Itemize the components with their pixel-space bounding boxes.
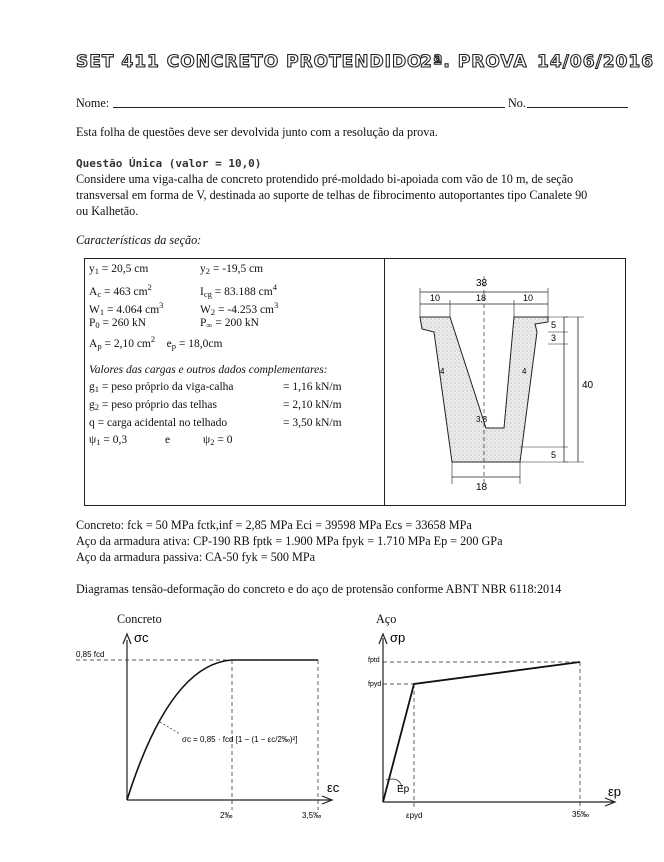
steel-curve [383,662,580,802]
dim-inner: 3,3 [476,415,488,424]
load-g2-desc: = peso próprio das telhas [101,399,217,411]
number-field[interactable] [527,107,628,108]
loads-title: Valores das cargas e outros dados complementares: [89,364,328,376]
prop-ap-value: 2,10 cm [113,338,151,350]
steel-y-tick-1: fptd [368,657,380,664]
diagrams-title: Diagramas tensão-deformação do concreto e do aço de protensão conforme ABNT NBR 6118:2014 [76,582,562,596]
prop-y1: $y_1 = 20,5$ cm [89,263,149,276]
material-active-steel: Aço da armadura ativa: CP-190 RB fptk = 1.900 MPa fpyk = 1.710 MPa Ep = 200 GPa [76,534,503,548]
question-line: Considere uma viga-calha de concreto protendido pré-moldado bi-apoiada com vão de 10 m, de seção [76,172,574,186]
prop-y2: $y_2 = -19,5$ cm [200,263,264,276]
load-psi2-value: = 0 [217,434,233,446]
steel-y-tick-2: fpyd [368,681,382,688]
steel-x-tick-2: 35‰ [572,810,589,819]
load-g1-desc: = peso próprio da viga-calha [101,381,234,393]
prop-p0-value: 260 kN [111,317,147,329]
steel-diagram-title: Aço [376,612,397,626]
load-q: q = carga acidental no telhado [89,417,228,429]
prop-p0: $P_0 = 260$ kN [89,317,147,330]
concrete-diagram-title: Concreto [117,612,162,626]
prop-w2: $W_2 = -4.253$ $cm^3$ [200,300,279,317]
box-divider [384,259,385,505]
material-concrete: Concreto: fck = 50 MPa fctk,inf = 2,85 MPa Eci = 39598 MPa Ecs = 33658 MPa [76,518,472,532]
course-title: SET 411 CONCRETO PROTENDIDO [76,52,423,72]
load-g1-value: = 1,16 kN/m [283,381,342,393]
dim-right-5a: 5 [551,320,557,330]
dim-bottom-width: 18 [476,482,488,493]
concrete-stress-strain-diagram [70,620,360,830]
prop-ac-value: 463 cm [113,286,148,298]
steel-x-axis-label: εp [608,784,622,799]
steel-slope-label: Ep [397,784,410,795]
dim-web-right: 4 [522,367,527,376]
prop-ep-value: 18,0cm [188,338,223,350]
concrete-x-tick-1: 2‰ [220,811,233,820]
question-title: Questão Única (valor = 10,0) [76,157,262,170]
concrete-x-axis-label: εc [327,780,340,795]
prop-y2-value: -19,5 cm [222,263,264,275]
number-label: No. [508,96,526,110]
load-psi2: $\psi_2 = 0$ [203,434,233,447]
concrete-formula: σc = 0,85 · fcd [1 − (1 − εc/2‰)²] [182,735,298,744]
concrete-y-axis-label: σc [134,630,149,645]
steel-stress-strain-diagram [350,620,640,830]
instruction-text: Esta folha de questões deve ser devolvida junto com a resolução da prova. [76,125,438,139]
dim-right-3: 3 [551,333,557,343]
prop-pinf: $P_\infty = 200$ kN [200,317,259,330]
load-g1: $g_1$ = peso próprio da viga-calha [89,381,234,394]
steel-y-axis-label: σp [390,630,406,645]
name-label: Nome: [76,96,110,110]
prop-w1: $W_1 = 4.064$ $cm^3$ [89,300,164,317]
cross-section-drawing [390,262,620,502]
dim-top-right: 10 [523,293,534,303]
concrete-y-tick: 0,85 fcd [76,650,105,659]
prop-y1-value: 20,5 cm [111,263,149,275]
prop-pinf-value: 200 kN [224,317,259,329]
section-title: Características da seção: [76,233,202,247]
load-q-desc: = carga acidental no telhado [97,417,228,429]
question-text [76,171,636,219]
prop-ac: $A_c = 463$ $cm^2$ [89,282,152,299]
prop-icg-value: 83.188 cm [224,286,273,298]
prop-ap: $A_p = 2,10$ $cm^2$ $e_p = 18,0cm$ [89,334,223,351]
load-psi1-value: = 0,3 [103,434,128,446]
dim-right-5b: 5 [551,450,557,460]
load-g2: $g_2$ = peso próprio das telhas [89,399,217,412]
prop-icg: $I_{cg} = 83.188$ $cm^4$ [200,282,277,299]
dim-top-left: 10 [430,293,441,303]
exam-date: 14/06/2016 [537,52,655,72]
question-line: transversal em forma de V, destinada ao suporte de telhas de fibrocimento autoportantes tipo Canalete 90 [76,188,588,202]
prop-w1-value: 4.064 cm [116,304,160,316]
load-psi-and: e [165,434,171,446]
dim-web-left: 4 [440,367,445,376]
prop-w2-value: -4.253 cm [227,304,274,316]
dim-height: 40 [582,380,594,391]
dim-top-width: 38 [476,278,488,289]
dim-top-mid: 18 [476,293,487,303]
material-passive-steel: Aço da armadura passiva: CA-50 fyk = 500 MPa [76,550,316,564]
load-g2-value: = 2,10 kN/m [283,399,342,411]
name-field[interactable] [113,107,505,108]
question-line: ou Kalhetão. [76,204,139,218]
exam-number: 2ª. PROVA [420,52,528,72]
concrete-curve [127,660,318,800]
concrete-x-tick-2: 3,5‰ [302,811,322,820]
steel-x-tick-1: εpyd [406,811,423,820]
load-q-value: = 3,50 kN/m [283,417,342,429]
load-psi1: $\psi_1 = 0,3$ [89,434,128,447]
